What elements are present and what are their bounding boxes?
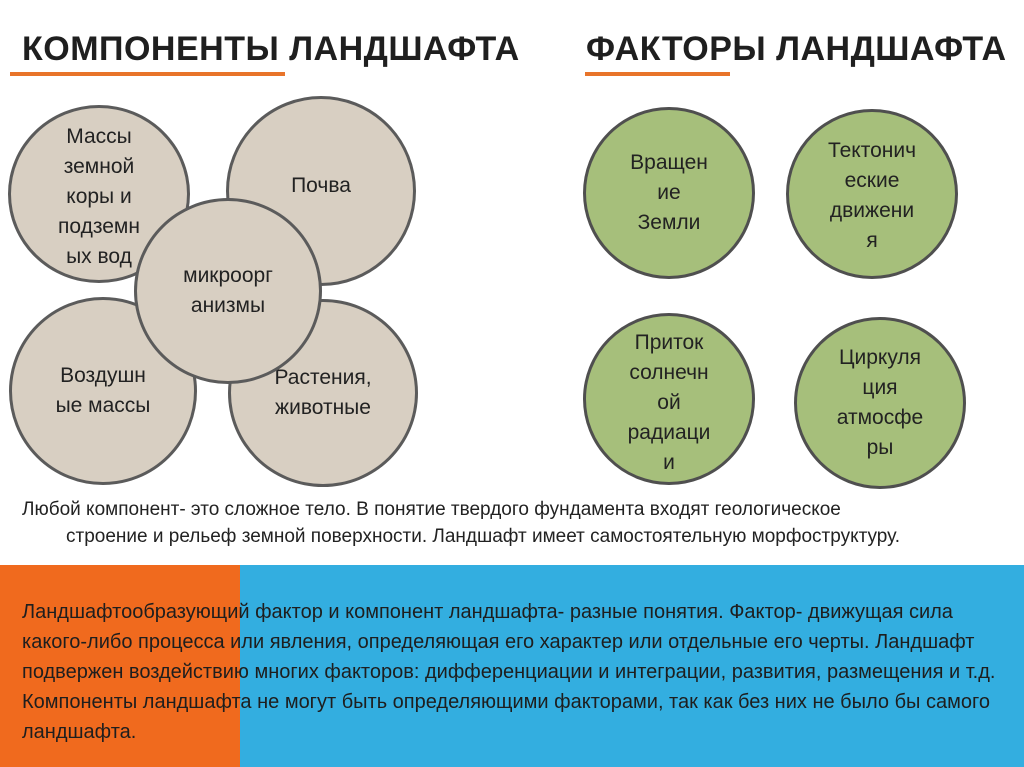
component-microorganisms: [134, 198, 322, 384]
factors-underline: [585, 72, 730, 76]
component-air-masses-label: Воздушн ые массы: [55, 364, 151, 417]
components-underline: [10, 72, 285, 76]
paragraph-components-text: Любой компонент- это сложное тело. В понятие твердого фундамента входят геологическое строение и рельеф земной поверхности. Ландшафт имеет самостоятельную морфоструктуру.: [22, 499, 901, 547]
components-heading: КОМПОНЕНТЫ ЛАНДШАФТА: [22, 30, 520, 68]
factor-tectonic: [786, 109, 958, 279]
factor-atmosphere-circulation-label: Циркуля ция атмосфе ры: [836, 346, 924, 459]
factor-solar-radiation: [583, 313, 755, 485]
factor-earth-rotation-label: Вращен ие Земли: [630, 151, 708, 234]
component-plants-animals-label: Растения, животные: [274, 366, 372, 419]
component-earth-crust-label: Массы земной коры и подземн ых вод: [58, 125, 140, 268]
paragraph-components: [22, 496, 906, 550]
factor-solar-radiation-label: Приток солнечн ой радиаци и: [627, 331, 711, 474]
component-microorganisms-label: микроорг анизмы: [183, 264, 273, 317]
factor-atmosphere-circulation: [794, 317, 966, 489]
paragraph-factors: Ландшафтообразующий фактор и компонент ландшафта- разные понятия. Фактор- движущая сила какого-либо процесса или явления, определяющая его характер или отдельные его черты. Ландшафт подвержен воздействию многих факторов: дифференциации и интеграции, развития, размещения и т.д. Компоненты ландшафта не могут быть определяющими факторами, так как без них не было бы самого ландшафта.: [22, 601, 996, 743]
factor-tectonic-label: Тектонич еские движени я: [827, 139, 917, 252]
component-soil-label: Почва: [291, 174, 351, 197]
factors-heading: ФАКТОРЫ ЛАНДШАФТА: [586, 30, 1007, 68]
factor-earth-rotation: [583, 107, 755, 279]
